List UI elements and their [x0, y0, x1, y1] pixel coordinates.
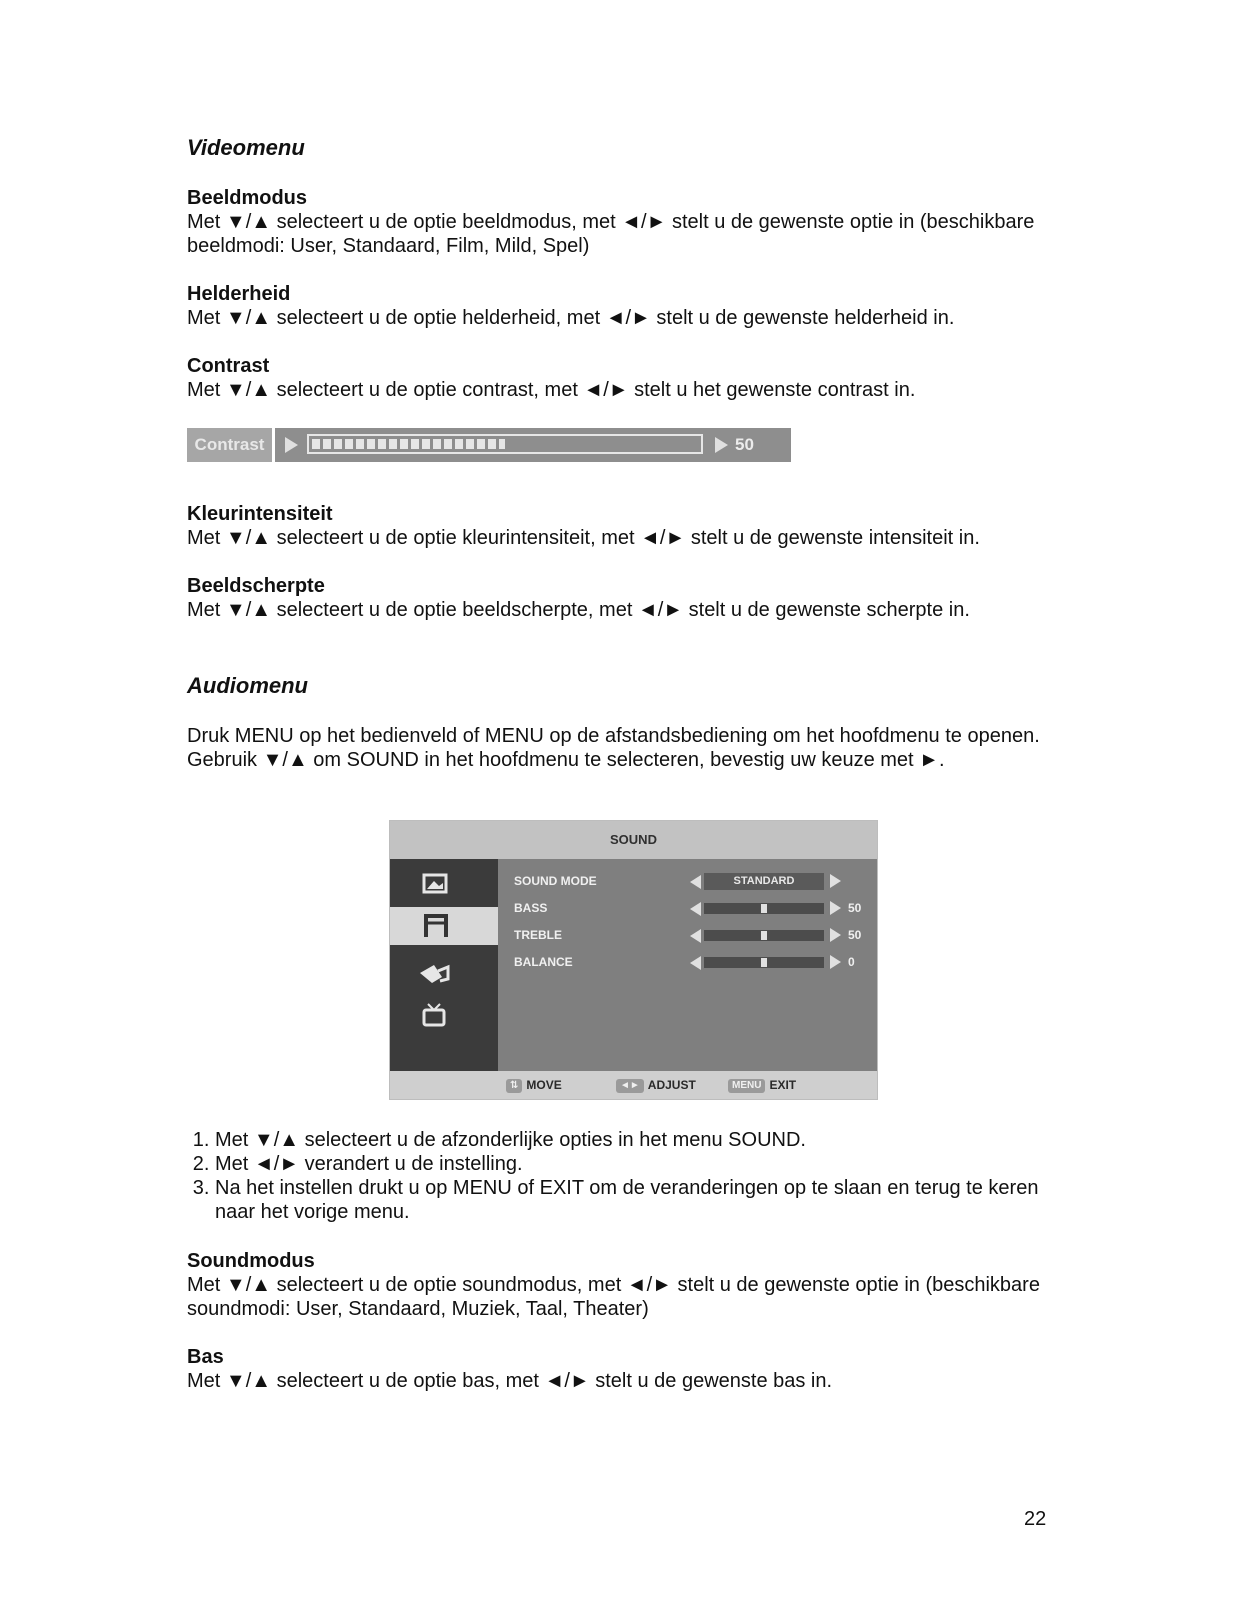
beeldmodus-title: Beeldmodus — [187, 187, 308, 209]
list-item: 2. Met ◄/► verandert u de instelling. — [215, 1152, 1067, 1176]
osd-row-bass — [514, 898, 874, 920]
contrast-osd-bar — [187, 428, 791, 462]
arrow-right-icon — [285, 437, 298, 453]
sound-icon — [390, 907, 498, 945]
setup-icon — [390, 955, 498, 993]
audiomenu-intro: Druk MENU op het bedienveld of MENU op de afstandsbediening om het hoofdmenu te openen. Gebruik ▼/▲ om SOUND in het hoofdmenu te selecteren, bevestig uw keuze met ►. — [187, 725, 1040, 771]
osd-bass-label: BASS — [514, 901, 548, 915]
osd-footer — [390, 1071, 877, 1100]
arrow-right-icon — [830, 874, 841, 888]
arrow-right-icon — [715, 437, 728, 453]
osd-sound-mode-value: STANDARD — [704, 873, 824, 890]
arrow-right-icon — [830, 901, 841, 915]
kleurintensiteit-section — [187, 502, 1067, 550]
beeldmodus-text: Met ▼/▲ selecteert u de optie beeldmodus, met ◄/► stelt u de gewenste optie in (beschikbare beeldmodi: User, Standaard, Film, Mild, Spel) — [187, 211, 1035, 257]
beeldscherpte-title: Beeldscherpte — [187, 575, 325, 597]
contrast-bar-label: Contrast — [187, 428, 272, 462]
osd-footer-adjust: ◄► ADJUST — [616, 1078, 696, 1093]
soundmodus-section — [187, 1249, 1067, 1321]
slider-knob — [761, 931, 767, 940]
picture-icon — [390, 865, 498, 903]
osd-sound-mode-label: SOUND MODE — [514, 874, 597, 888]
osd-title: SOUND — [390, 821, 877, 859]
osd-sidebar — [390, 859, 498, 1071]
arrow-right-icon — [830, 928, 841, 942]
arrow-left-icon — [690, 956, 701, 970]
menu-key: MENU — [728, 1079, 765, 1093]
steps-list-container — [187, 1128, 1067, 1224]
osd-treble-slider — [704, 930, 824, 941]
beeldmodus-section — [187, 186, 1067, 258]
arrow-left-icon — [690, 929, 701, 943]
osd-bass-slider — [704, 903, 824, 914]
soundmodus-title: Soundmodus — [187, 1250, 315, 1272]
contrast-title: Contrast — [187, 355, 270, 377]
osd-balance-slider — [704, 957, 824, 968]
list-item: 1. Met ▼/▲ selecteert u de afzonderlijke opties in het menu SOUND. — [215, 1128, 1067, 1152]
steps-list — [187, 1128, 1067, 1224]
osd-footer-exit: MENU EXIT — [728, 1078, 796, 1093]
osd-row-sound-mode — [514, 871, 874, 893]
beeldscherpte-section — [187, 574, 1067, 622]
beeldscherpte-text: Met ▼/▲ selecteert u de optie beeldscherpte, met ◄/► stelt u de gewenste scherpte in. — [187, 599, 970, 621]
tv-icon — [390, 997, 498, 1035]
osd-main-panel — [498, 859, 878, 1071]
soundmodus-text: Met ▼/▲ selecteert u de optie soundmodus, met ◄/► stelt u de gewenste optie in (beschikbare soundmodi: User, Standaard, Muziek, Taal, Theater) — [187, 1274, 1040, 1320]
contrast-bar-track — [275, 428, 791, 462]
list-item: 3. Na het instellen drukt u op MENU of EXIT om de veranderingen op te slaan en terug te keren naar het vorige menu. — [215, 1176, 1067, 1224]
osd-balance-value: 0 — [848, 955, 855, 969]
videomenu-heading: Videomenu — [187, 135, 305, 160]
osd-balance-label: BALANCE — [514, 955, 573, 969]
sound-osd-menu — [389, 820, 878, 1100]
osd-row-treble — [514, 925, 874, 947]
slider-knob — [761, 904, 767, 913]
helderheid-title: Helderheid — [187, 283, 291, 305]
slider-knob — [761, 958, 767, 967]
arrow-left-icon — [690, 875, 701, 889]
kleurintensiteit-title: Kleurintensiteit — [187, 503, 333, 525]
osd-footer-move: ⇅ MOVE — [506, 1078, 562, 1093]
helderheid-section — [187, 282, 1067, 330]
contrast-bar-frame — [307, 434, 703, 454]
up-down-key-icon: ⇅ — [506, 1079, 522, 1093]
osd-bass-value: 50 — [848, 901, 862, 915]
bas-text: Met ▼/▲ selecteert u de optie bas, met ◄/► stelt u de gewenste bas in. — [187, 1370, 833, 1392]
helderheid-text: Met ▼/▲ selecteert u de optie helderheid, met ◄/► stelt u de gewenste helderheid in. — [187, 307, 955, 329]
arrow-right-icon — [830, 955, 841, 969]
contrast-bar-value: 50 — [735, 435, 754, 454]
bas-section — [187, 1345, 1067, 1393]
bas-title: Bas — [187, 1346, 224, 1368]
left-right-key-icon: ◄► — [616, 1079, 644, 1093]
osd-row-balance — [514, 952, 874, 974]
page-number: 22 — [1024, 1508, 1047, 1530]
contrast-bar-fill — [312, 439, 505, 449]
osd-treble-value: 50 — [848, 928, 862, 942]
audiomenu-heading: Audiomenu — [187, 673, 308, 698]
contrast-section — [187, 354, 1067, 402]
contrast-text: Met ▼/▲ selecteert u de optie contrast, met ◄/► stelt u het gewenste contrast in. — [187, 379, 916, 401]
osd-treble-label: TREBLE — [514, 928, 562, 942]
arrow-left-icon — [690, 902, 701, 916]
kleurintensiteit-text: Met ▼/▲ selecteert u de optie kleurintensiteit, met ◄/► stelt u de gewenste intensiteit in. — [187, 527, 980, 549]
